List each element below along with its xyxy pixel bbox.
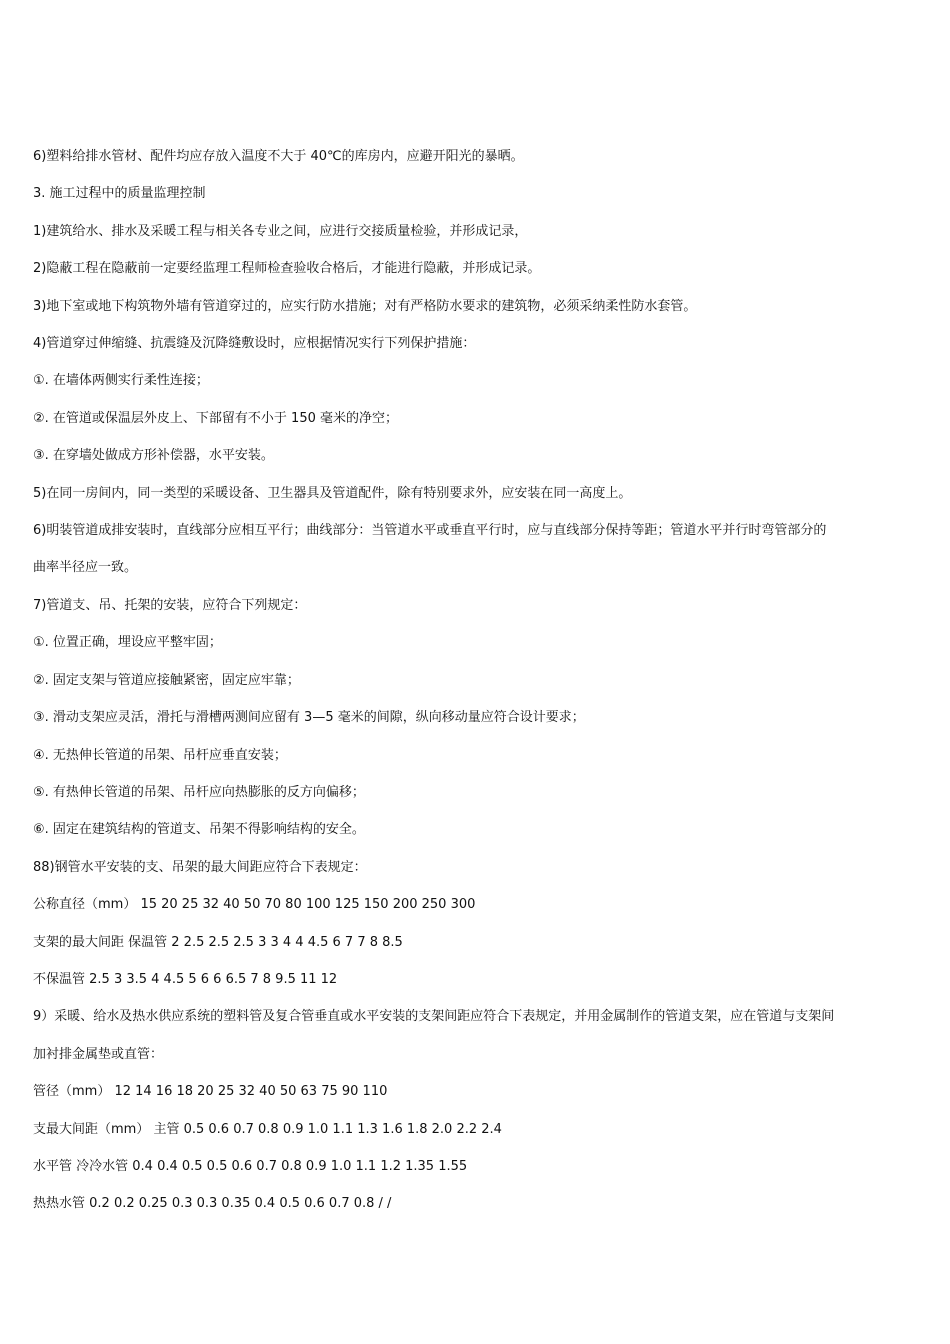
table-text-row: 支架的最大间距 保温管 2 2.5 2.5 2.5 3 3 4 4 4.5 6 7 7 8 8.5 bbox=[33, 934, 403, 950]
table-text-row: 热热水管 0.2 0.2 0.25 0.3 0.3 0.35 0.4 0.5 0.6 0.7 0.8 / / bbox=[33, 1196, 392, 1212]
paragraph-line: 5)在同一房间内，同一类型的采暖设备、卫生器具及管道配件，除有特别要求外，应安装在同一高度上。 bbox=[33, 485, 632, 501]
document-page bbox=[33, 138, 923, 1223]
table-text-row: 管径（mm） 12 14 16 18 20 25 32 40 50 63 75 90 110 bbox=[33, 1084, 388, 1100]
paragraph-line: 2)隐蔽工程在隐蔽前一定要经监理工程师检查验收合格后，才能进行隐蔽，并形成记录。 bbox=[33, 261, 541, 277]
table-text-row: 水平管 冷冷水管 0.4 0.4 0.5 0.5 0.6 0.7 0.8 0.9 1.0 1.1 1.2 1.35 1.55 bbox=[33, 1158, 468, 1174]
list-item: ①. 位置正确，埋设应平整牢固； bbox=[33, 635, 222, 651]
list-item: ③. 滑动支架应灵活，滑托与滑槽两测间应留有 3—5 毫米的间隙，纵向移动量应符合设计要求； bbox=[33, 710, 585, 726]
paragraph-line: 7)管道支、吊、托架的安装，应符合下列规定： bbox=[33, 597, 307, 613]
list-item: ③. 在穿墙处做成方形补偿器，水平安装。 bbox=[33, 448, 274, 464]
table-text-row: 公称直径（mm） 15 20 25 32 40 50 70 80 100 125 150 200 250 300 bbox=[33, 897, 476, 913]
table-text-row: 支最大间距（mm） 主管 0.5 0.6 0.7 0.8 0.9 1.0 1.1 1.3 1.6 1.8 2.0 2.2 2.4 bbox=[33, 1121, 502, 1137]
paragraph-line: 4)管道穿过伸缩缝、抗震缝及沉降缝敷设时，应根据情况实行下列保护措施： bbox=[33, 336, 476, 352]
paragraph-line: 加衬排金属垫或直管： bbox=[33, 1046, 164, 1062]
section-heading: 3. 施工过程中的质量监理控制 bbox=[33, 186, 206, 202]
list-item: ②. 在管道或保温层外皮上、下部留有不小于 150 毫米的净空； bbox=[33, 410, 398, 426]
paragraph-line: 6)塑料给排水管材、配件均应存放入温度不大于 40℃的库房内，应避开阳光的暴晒。 bbox=[33, 149, 524, 164]
paragraph-line: 曲率半径应一致。 bbox=[33, 560, 138, 576]
list-item: ⑥. 固定在建筑结构的管道支、吊架不得影响结构的安全。 bbox=[33, 822, 365, 838]
paragraph-line: 88)钢管水平安装的支、吊架的最大间距应符合下表规定： bbox=[33, 859, 367, 875]
paragraph-line: 1)建筑给水、排水及采暖工程与相关各专业之间，应进行交接质量检验，并形成记录， bbox=[33, 223, 528, 239]
paragraph-line: 6)明装管道成排安装时，直线部分应相互平行；曲线部分：当管道水平或垂直平行时，应与直线部分保持等距；管道水平并行时弯管部分的 bbox=[33, 523, 827, 539]
paragraph-line: 3)地下室或地下构筑物外墙有管道穿过的，应实行防水措施；对有严格防水要求的建筑物，必须采纳柔性防水套管。 bbox=[33, 298, 697, 314]
list-item: ①. 在墙体两侧实行柔性连接； bbox=[33, 373, 209, 389]
list-item: ②. 固定支架与管道应接触紧密，固定应牢靠； bbox=[33, 672, 300, 688]
list-item: ⑤. 有热伸长管道的吊架、吊杆应向热膨胀的反方向偏移； bbox=[33, 784, 365, 800]
paragraph-line: 9）采暖、给水及热水供应系统的塑料管及复合管垂直或水平安装的支架间距应符合下表规定，并用金属制作的管道支架，应在管道与支架间 bbox=[33, 1009, 835, 1025]
list-item: ④. 无热伸长管道的吊架、吊杆应垂直安装； bbox=[33, 747, 287, 763]
table-text-row: 不保温管 2.5 3 3.5 4 4.5 5 6 6 6.5 7 8 9.5 11 12 bbox=[33, 971, 338, 987]
